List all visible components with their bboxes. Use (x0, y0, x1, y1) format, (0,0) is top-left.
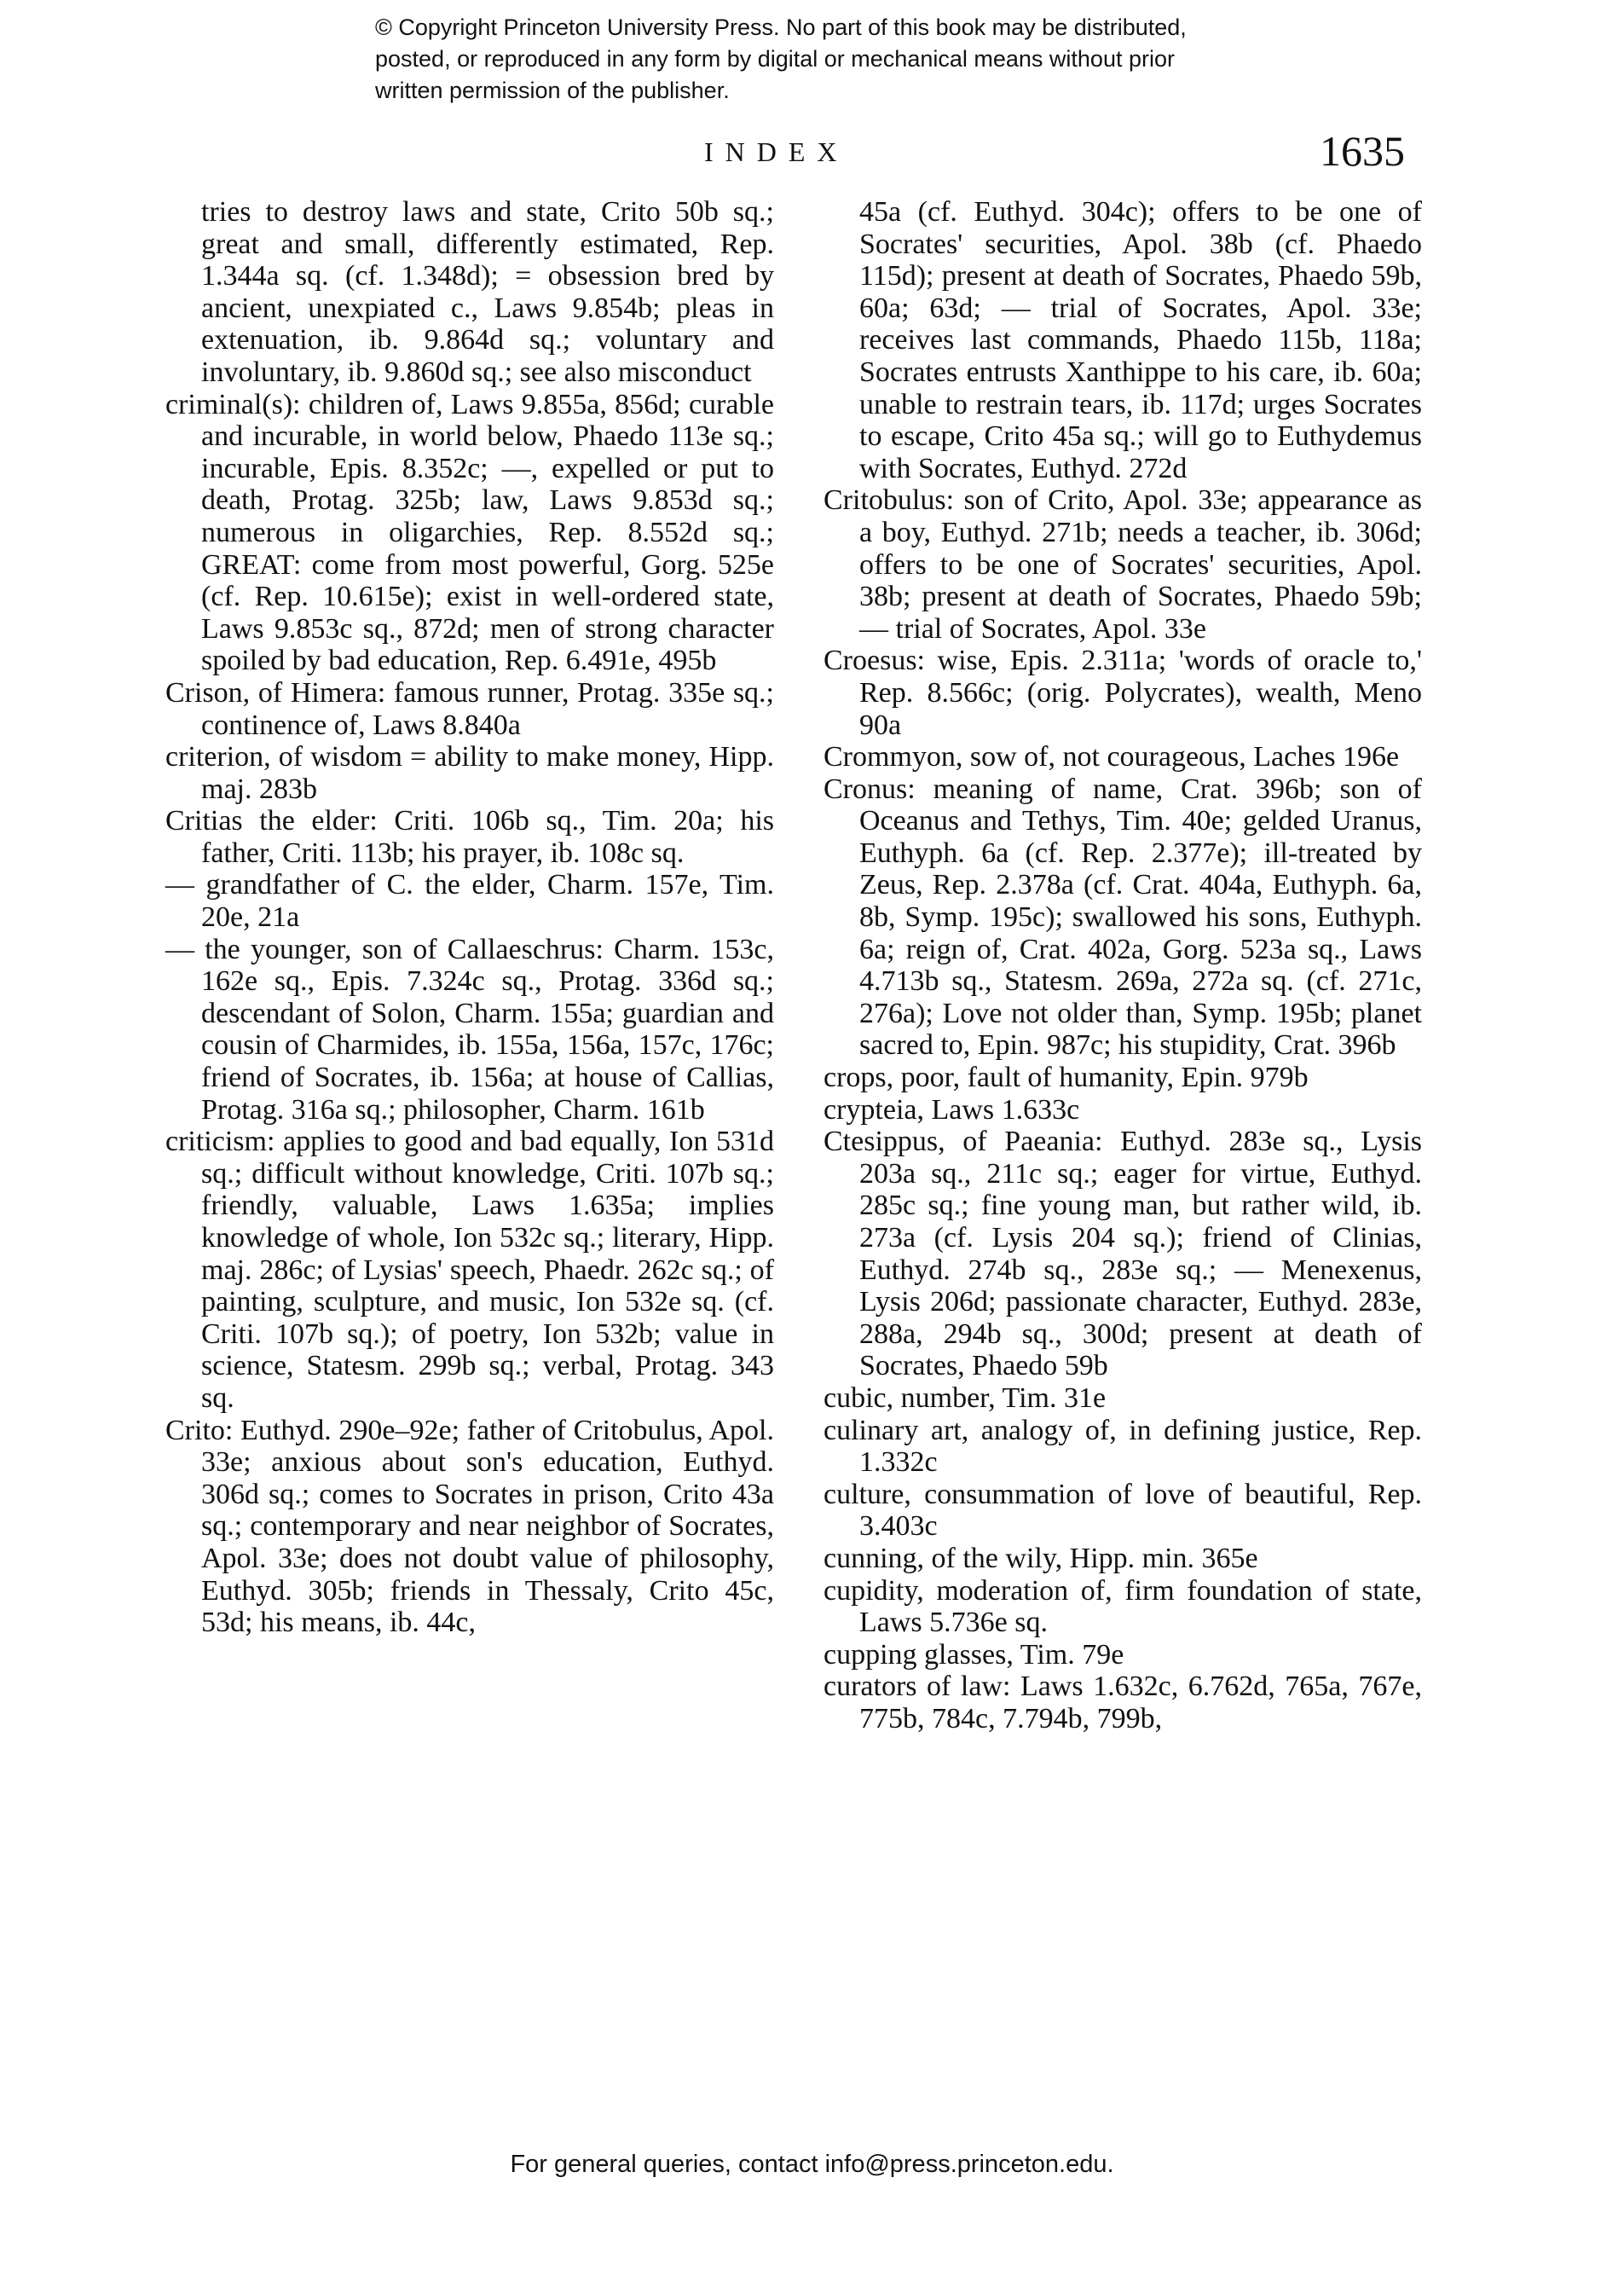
index-entry: — grandfather of C. the elder, Charm. 157e, Tim. 20e, 21a (165, 869, 774, 934)
index-entry: — the younger, son of Callaeschrus: Charm. 153c, 162e sq., Epis. 7.324c sq., Protag. 336d sq.; descendant of Solon, Charm. 155a; guardian and cousin of Charmides, ib. 155a, 156a, 157c, 176c; friend of Socrates, ib. 156a; at house of Callias, Protag. 316a sq.; philosopher, Charm. 161b (165, 933, 774, 1126)
index-entry: criticism: applies to good and bad equally, Ion 531d sq.; difficult without knowledge, Criti. 107b sq.; friendly, valuable, Laws 1.635a; implies knowledge of whole, Ion 532c sq.; literary, Hipp. maj. 286c; of Lysias' speech, Phaedr. 262c sq.; of painting, sculpture, and music, Ion 532e sq. (cf. Criti. 107b sq.); of poetry, Ion 532b; value in science, Statesm. 299b sq.; verbal, Protag. 343 sq. (165, 1126, 774, 1414)
index-entry: culinary art, analogy of, in defining justice, Rep. 1.332c (824, 1414, 1422, 1479)
index-entry: cupping glasses, Tim. 79e (824, 1638, 1124, 1671)
running-head-title: INDEX (704, 136, 849, 167)
index-entry: cunning, of the wily, Hipp. min. 365e (824, 1542, 1258, 1574)
index-entry: crops, poor, fault of humanity, Epin. 979b (824, 1062, 1309, 1094)
index-column-right (824, 196, 1422, 1735)
footer-contact: For general queries, contact info@press.princeton.edu. (510, 2151, 1114, 2178)
index-entry: tries to destroy laws and state, Crito 50b sq.; great and small, differently estimated, Rep. 1.344a sq. (cf. 1.348d); = obsession bred by ancient, unexpiated c., Laws 9.854b; pleas in extenuation, ib. 9.864d sq.; voluntary and involuntary, ib. 9.860d sq.; see also misconduct (201, 196, 774, 388)
index-entry: Crison, of Himera: famous runner, Protag. 335e sq.; continence of, Laws 8.840a (165, 676, 774, 741)
index-entry: culture, consummation of love of beautiful, Rep. 3.403c (824, 1478, 1422, 1543)
index-entry: cupidity, moderation of, firm foundation of state, Laws 5.736e sq. (824, 1574, 1422, 1639)
index-entry: Critias the elder: Criti. 106b sq., Tim. 20a; his father, Criti. 113b; his prayer, ib. 108c sq. (165, 805, 774, 869)
index-entry: Critobulus: son of Crito, Apol. 33e; appearance as a boy, Euthyd. 271b; needs a teacher, ib. 306d; offers to be one of Socrates' securities, Apol. 38b; present at death of Socrates, Phaedo 59b; — trial of Socrates, Apol. 33e (824, 484, 1422, 645)
index-entry: Croesus: wise, Epis. 2.311a; 'words of oracle to,' Rep. 8.566c; (orig. Polycrates), wealth, Meno 90a (824, 645, 1422, 741)
index-entry: criminal(s): children of, Laws 9.855a, 856d; curable and incurable, in world below, Phaedo 113e sq.; incurable, Epis. 8.352c; —, expelled or put to death, Protag. 325b; law, Laws 9.853d sq.; numerous in oligarchies, Rep. 8.552d sq.; GREAT: come from most powerful, Gorg. 525e (cf. Rep. 10.615e); exist in well-ordered state, Laws 9.853c sq., 872d; men of strong character spoiled by bad education, Rep. 6.491e, 495b (165, 388, 774, 677)
index-entry: Ctesippus, of Paeania: Euthyd. 283e sq., Lysis 203a sq., 211c sq.; eager for virtue, Euthyd. 285c sq.; fine young man, but rather wild, ib. 273a (cf. Lysis 204 sq.); friend of Clinias, Euthyd. 274b sq., 283e sq.; — Menexenus, Lysis 206d; passionate character, Euthyd. 283e, 288a, 294b sq., 300d; present at death of Socrates, Phaedo 59b (824, 1126, 1422, 1382)
index-entry: criterion, of wisdom = ability to make money, Hipp. maj. 283b (165, 741, 774, 805)
index-entry: Crommyon, sow of, not courageous, Laches 196e (824, 741, 1400, 773)
copyright-notice: © Copyright Princeton University Press. No part of this book may be distributed, posted, or reproduced in any form by digital or mechanical means without prior written permission of the publisher. (375, 14, 1187, 103)
page-number: 1635 (1320, 127, 1405, 175)
index-entry: Crito: Euthyd. 290e–92e; father of Critobulus, Apol. 33e; anxious about son's education, Euthyd. 306d sq.; comes to Socrates in prison, Crito 43a sq.; contemporary and near neighbor of Socrates, Apol. 33e; does not doubt value of philosophy, Euthyd. 305b; friends in Thessaly, Crito 45c, 53d; his means, ib. 44c, (165, 1414, 774, 1639)
index-column-left (165, 196, 774, 1639)
index-entry: curators of law: Laws 1.632c, 6.762d, 765a, 767e, 775b, 784c, 7.794b, 799b, (824, 1671, 1422, 1735)
index-entry: cubic, number, Tim. 31e (824, 1381, 1107, 1414)
index-entry: 45a (cf. Euthyd. 304c); offers to be one of Socrates' securities, Apol. 38b (cf. Phaedo 115d); present at death of Socrates, Phaedo 59b, 60a; 63d; — trial of Socrates, Apol. 33e; receives last commands, Phaedo 115b, 118a; Socrates entrusts Xanthippe to his care, ib. 60a; unable to restrain tears, ib. 117d; urges Socrates to escape, Crito 45a sq.; will go to Euthydemus with Socrates, Euthyd. 272d (859, 196, 1422, 484)
index-entry: Cronus: meaning of name, Crat. 396b; son of Oceanus and Tethys, Tim. 40e; gelded Uranus, Euthyph. 6a (cf. Rep. 2.377e); ill-treated by Zeus, Rep. 2.378a (cf. Crat. 404a, Euthyph. 6a, 8b, Symp. 195c); swallowed his sons, Euthyph. 6a; reign of, Crat. 402a, Gorg. 523a sq., Laws 4.713b sq., Statesm. 269a, 272a sq. (cf. 271c, 276a); Love not older than, Symp. 195b; planet sacred to, Epin. 987c; his stupidity, Crat. 396b (824, 773, 1422, 1062)
index-entry: crypteia, Laws 1.633c (824, 1093, 1080, 1126)
